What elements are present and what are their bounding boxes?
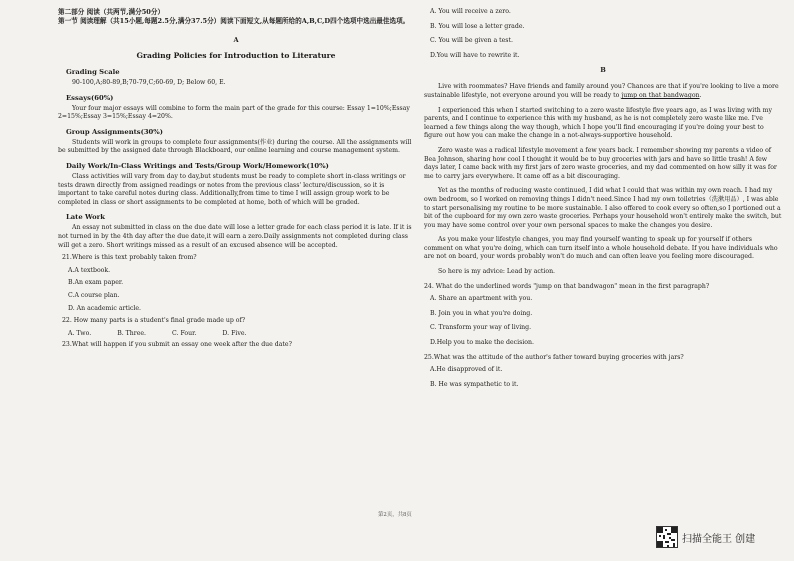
passage-b-paragraph-6: So here is my advice: Lead by action. xyxy=(438,268,556,276)
q23-option-c: C. You will be given a test. xyxy=(430,37,513,45)
q23-option-d: D.You will have to rewrite it. xyxy=(430,51,520,59)
grading-scale-heading: Grading Scale xyxy=(66,68,120,76)
group-assignments-text: Students will work in groups to complete four assignments(作业) during the course. All the assignments will be submitted by the assigned date through Blackboard, our online learning and course management system. xyxy=(58,138,412,155)
q23-option-a: A. You will receive a zero. xyxy=(430,8,511,15)
q24-option-c: C. Transform your way of living. xyxy=(430,324,532,332)
q21-option-c: C.A course plan. xyxy=(68,291,120,299)
q22-option-d: D. Five. xyxy=(222,329,247,337)
right-column xyxy=(424,8,782,395)
qr-code-icon xyxy=(656,526,678,548)
late-work-text: An essay not submitted in class on the due date will lose a letter grade for each class period it is late. If it is not turned in by the 4th day after the due date,it will earn a zero.Daily assignments not completed during class will get a zero. Short writings missed as a result of an excused absence will be accepted. xyxy=(58,224,412,249)
essays-text: Your four major essays will combine to form the main part of the grade for this course: Essay 1=10%;Essay 2=15%;Essay 3=15%;Essay 4=20%. xyxy=(58,104,410,121)
passage-b-paragraph-3: Zero waste was a radical lifestyle movement a few years back. I remember showing my parents a video of Bea Johnson, sharing how cool I thought it would be to buy groceries with jars and have so little trash! A few days later, I came back with my first jars of zero waste groceries, and my dad commented on how silly it was for me to carry jars everywhere. It came off as a bit discouraging. xyxy=(424,146,777,180)
q22-option-a: A. Two. xyxy=(68,329,92,337)
q24-option-d: D.Help you to make the decision. xyxy=(430,339,534,347)
page-number: 第2页，共8页 xyxy=(378,512,412,518)
q25-option-a: A.He disapproved of it. xyxy=(430,366,503,374)
question-21: 21.Where is this text probably taken from? xyxy=(62,254,197,262)
q21-option-d: D. An academic article. xyxy=(68,304,142,312)
q22-option-b: B. Three. xyxy=(117,329,147,337)
qr-code-graphic xyxy=(657,527,677,547)
late-work-heading: Late Work xyxy=(66,213,105,222)
q25-option-b: B. He was sympathetic to it. xyxy=(430,380,519,388)
q24-option-b: B. Join you in what you're doing. xyxy=(430,309,533,317)
q22-option-c: C. Four. xyxy=(172,329,197,337)
q24-option-a: A. Share an apartment with you. xyxy=(430,295,533,303)
section-header: 第二部分 阅读（共两节,满分50分） xyxy=(58,8,165,16)
section-instructions: 第一节 阅读理解（共15小题,每题2.5分,满分37.5分）阅读下面短文,从每题所给的A,B,C,D四个选项中选出最佳选项。 xyxy=(58,17,410,25)
q23-option-b: B. You will lose a letter grade. xyxy=(430,22,525,30)
passage-letter-b: B xyxy=(600,66,606,75)
passage-title: Grading Policies for Introduction to Literature xyxy=(136,51,336,60)
question-24: 24. What do the underlined words "jump on that bandwagon" mean in the first paragraph? xyxy=(424,282,710,290)
passage-letter-a: A xyxy=(233,36,239,44)
question-25: 25.What was the attitude of the author's father toward buying groceries with jars? xyxy=(424,353,684,361)
essays-heading: Essays(60%) xyxy=(66,93,114,102)
passage-b-paragraph-5: As you make your lifestyle changes, you may find yourself wanting to speak up for yourself if others comment on what you're doing, which can turn itself into a whole household debate. If you have individuals who are not on board, your words probably won't do much and can often leave you feeling more discouraged. xyxy=(424,236,778,261)
daily-work-heading: Daily Work/In-Class Writings and Tests/Group Work/Homework(10%) xyxy=(66,161,329,170)
q21-option-b: B.An exam paper. xyxy=(68,279,124,287)
passage-b-paragraph-1: Live with roommates? Have friends and family around you? Chances are that if you're looking to live a more sustainable lifestyle, not everyone around you will be ready to jump on that bandwagon. xyxy=(424,83,779,99)
question-23: 23.What will happen if you submit an essay one week after the due date? xyxy=(62,340,292,348)
daily-work-text: Class activities will vary from day to day,but students must be ready to complete short in-class writings or tests drawn directly from assigned readings or notes from the previous class' lecture/discussion, so it is important to take careful notes during class. Additionally,from time to time I will assign group work to be completed in class or short assignments to be completed at home, both of which will be graded. xyxy=(58,172,406,206)
underlined-phrase: jump on that bandwagon xyxy=(621,91,700,99)
grading-scale-text: 90-100,A;80-89,B;70-79,C;60-69, D; Below 60, E. xyxy=(72,79,226,86)
passage-b-paragraph-4: Yet as the months of reducing waste continued, I did what I could that was within my own reach. I had my own bedroom, so I worked on removing things I didn't need.Since I had my own toiletries（洗漱用品）, I was able to start personalising my routine to be more sustainable. I also offered to cook every so often,so I portioned out a bit of the cupboard for my own zero waste groceries. Perhaps your household won't entirely make the switch, but you may have some control over your own personal spaces to make the changes you desire. xyxy=(424,187,782,229)
left-column xyxy=(58,8,414,353)
question-22: 22. How many parts is a student's final grade made up of? xyxy=(62,317,246,325)
group-assignments-heading: Group Assignments(30%) xyxy=(66,127,163,136)
q21-option-a: A.A textbook. xyxy=(68,266,111,274)
scanner-watermark: 扫描全能王 创建 xyxy=(682,534,756,545)
q22-options xyxy=(68,330,414,337)
passage-b-paragraph-2: I experienced this when I started switching to a zero waste lifestyle five years ago, as I was living with my parents, and I continue to experience this with my husband, as he is not completely zero waste like me. I've learned a few things along the way though, which I hope you'll find encouraging if you're doing your best to figure out how you can make the change in a not-always-supportive household. xyxy=(424,106,773,140)
